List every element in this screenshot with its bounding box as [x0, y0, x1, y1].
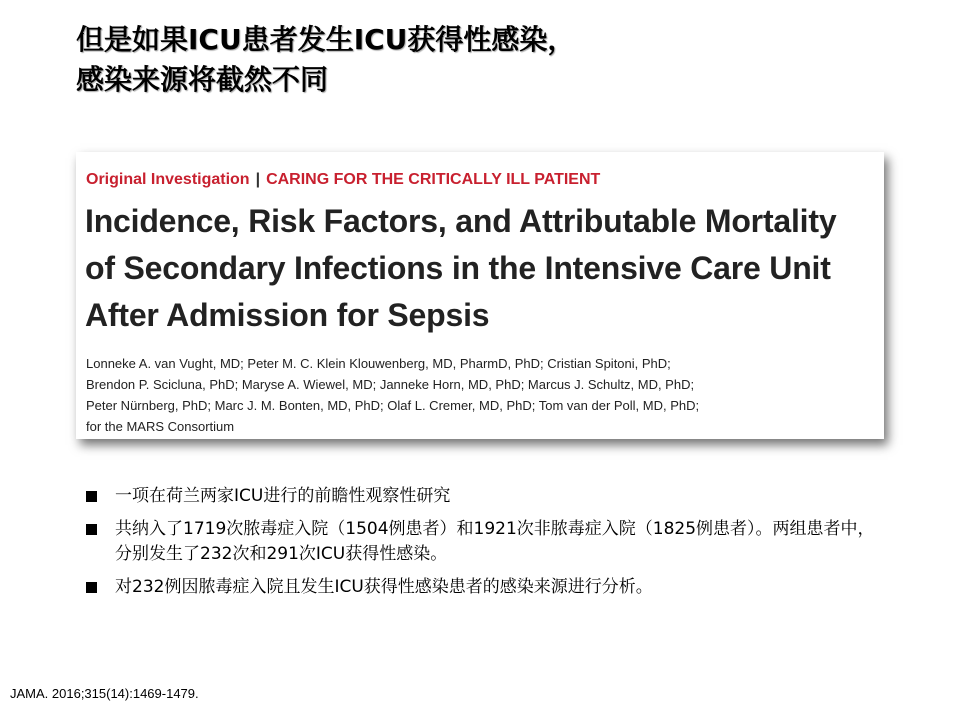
headline-line-3: After Admission for Sepsis: [85, 297, 490, 333]
slide-title-line-1: 但是如果ICU患者发生ICU获得性感染，: [76, 23, 576, 56]
kicker-series: CARING FOR THE CRITICALLY ILL PATIENT: [266, 171, 601, 188]
bullet-text: 共纳入了1719次脓毒症入院（1504例患者）和1921次非脓毒症入院（1825例患者）。两组患者中，分别发生了232次和291次ICU获得性感染。: [115, 519, 875, 564]
bullet-item-study: [86, 484, 886, 509]
authors-line-4: for the MARS Consortium: [86, 419, 235, 434]
bullet-item-analysis: [86, 575, 886, 600]
article-authors: [86, 353, 876, 437]
square-bullet-icon: [86, 582, 97, 593]
authors-line-3: Peter Nürnberg, PhD; Marc J. M. Bonten, MD, PhD; Olaf L. Cremer, MD, PhD; Tom van der Poll, MD, PhD;: [86, 398, 700, 413]
article-headline: [85, 198, 880, 339]
bullet-text: 一项在荷兰两家ICU进行的前瞻性观察性研究: [115, 486, 451, 506]
headline-line-2: of Secondary Infections in the Intensive Care Unit: [85, 250, 831, 286]
bullet-text: 对232例因脓毒症入院且发生ICU获得性感染患者的感染来源进行分析。: [115, 577, 653, 597]
headline-line-1: Incidence, Risk Factors, and Attributable Mortality: [85, 203, 837, 239]
square-bullet-icon: [86, 491, 97, 502]
authors-line-2: Brendon P. Scicluna, PhD; Maryse A. Wiewel, MD; Janneke Horn, MD, PhD; Marcus J. Schultz, MD, PhD;: [86, 377, 695, 392]
slide-title: [76, 20, 776, 100]
kicker-section: Original Investigation: [86, 171, 250, 188]
article-kicker: [86, 170, 600, 190]
bullet-item-enrollment: [86, 517, 886, 567]
citation: JAMA. 2016;315(14):1469-1479.: [10, 686, 199, 701]
authors-line-1: Lonneke A. van Vught, MD; Peter M. C. Klein Klouwenberg, MD, PharmD, PhD; Cristian Spitoni, PhD;: [86, 356, 671, 371]
kicker-separator: |: [255, 171, 261, 188]
square-bullet-icon: [86, 524, 97, 535]
slide-title-line-2: 感染来源将截然不同: [76, 63, 329, 96]
bullet-list: [86, 484, 886, 608]
article-screenshot: [76, 152, 884, 439]
